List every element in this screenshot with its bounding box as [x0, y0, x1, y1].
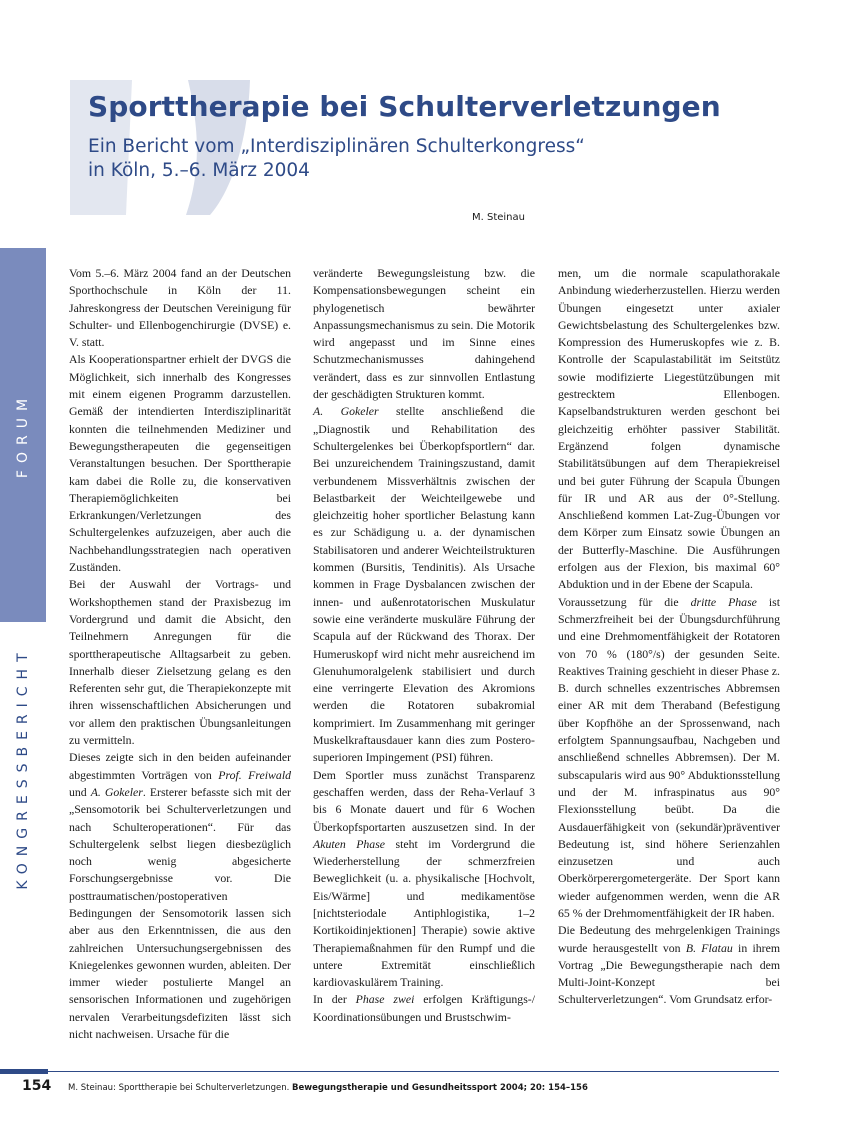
italic-text: A. Gokeler — [90, 784, 143, 799]
paragraph — [313, 265, 535, 403]
subtitle-line-1: Ein Bericht vom „Interdisziplinären Schulterkongress“ — [88, 136, 585, 157]
paragraph-text: Als Kooperationspartner erhielt der DVGS die Möglichkeit, sich innerhalb des Kongresses mit einem eigenen Programm darzustellen. Gemäß der intendierten Interdisziplinarität konnten die teilnehmenden Mediziner und Bewegungstherapeuten die gegenseitigen Veranstaltungen besuchen. Der Sporttherapie kam dabei die Rolle zu, die konservativen Therapiemöglichkeiten bei Erkrankungen/Verletzungen des Schultergelenkes aufzuzeigen, aber auch die Nachbehandlungsstrategien nach operativen Zuständen. — [69, 352, 291, 575]
paragraph-text: ist Schmerzfreiheit bei der Übungsdurchführung und eine Drehmomentfähigkeit der Rotatoren von 70 % (180°/s) der gesunden Seite. Reaktives Training geschieht in dieser Phase z. B. durch schnelles exzentrisches Abbremsen einer AR mit dem Theraband (Befestigung über Kopfhöhe an der Sprossenwand, nach erfolgtem Spannungsaufbau, Nachgeben und anschließend schnelles Abbremsen). Der M. subscapularis wird aus 90° Abduktionsstellung und der M. infraspinatus aus 90° Flexionsstellung beübt. Da die Ausdauerfähigkeit von (sekundär)präventiver Bedeutung ist, sind höhere Serienzahlen einzusetzen und auch Oberkörperergometergeräte. Der Sport kann wieder aufgenommen werden, wenn die AR 65 % der Drehmomentfähigkeit der IR haben. — [558, 594, 780, 920]
paragraph — [69, 265, 291, 351]
italic-text: B. Flatau — [685, 940, 733, 955]
paragraph-text: In der — [313, 992, 356, 1007]
text-column-3 — [558, 265, 780, 1009]
article-subtitle — [88, 135, 585, 183]
paragraph-text: steht im Vordergrund die Wiederherstellung der schmerzfreien Beweglichkeit (u. a. physikalische [Hochvolt, Eis/Wärme] und medikamentöse [nichtsteriodale Antiphlogistika, 1–2 Kortikoidinjektionen] Therapie) sowie aktive Therapiemaßnahmen für den Rumpf und die untere Extremität einschließlich kardiovaskulärem Training. — [313, 836, 535, 990]
subtitle-line-2: in Köln, 5.–6. März 2004 — [88, 160, 310, 181]
paragraph-text: . Ersterer befasste sich mit der „Sensomotorik bei Schulterverletzungen und nach Schulteroperationen“. Für das Schultergelenk selbst liegen diesbezüglich noch wenig abgesicherte Forschungsergebnisse vor. Die posttraumatischen/postoperativen Bedingungen der Sensomotorik lassen sich aber aus den Erkenntnissen, die aus den zahlreichen Untersuchungsergebnissen des Kniegelenkes gewonnen wurden, ableiten. Der immer wieder postulierte Mangel an sensorischen Informationen und zugehörigen nervalen Verarbeitungsdefiziten lässt sich nicht nachweisen. Ursache für die — [69, 784, 291, 1042]
section-tab-kongressbericht — [0, 628, 46, 908]
paragraph-text: men, um die normale scapulathorakale Anbindung wiederherzustellen. Hierzu werden Übungen eingesetzt unter axialer Gewichtsbelastung des Schultergelenkes bzw. Kompression des Humeruskopfes wie z. B. Kontrolle der Scapulastabilität im Seitstütz sowie modifizierte Liegestützübungen mit gestrecktem Ellenbogen. Kapselbandstrukturen werden geschont bei gleichzeitig erhöhter passiver Stabilität. Ergänzend folgen dynamische Stabilitätsübungen auf dem Therapiekreisel und bei guter Führung der Scapula Übungen für IR und AR aus der 0°-Stellung. Anschließend kommen Lat-Zug-Übungen vor dem Körper zum Einsatz sowie Übungen an der Butterfly-Maschine. Die Ausführungen erfolgen aus der Flexion, bis maximal 60° Abduktion und in der Ebene der Scapula. — [558, 266, 780, 592]
paragraph — [69, 749, 291, 1043]
paragraph — [69, 576, 291, 749]
italic-text: Akuten Phase — [313, 836, 386, 851]
page-number: 154 — [22, 1078, 52, 1094]
paragraph — [69, 351, 291, 576]
footer-accent-bar — [0, 1069, 48, 1074]
text-column-1 — [69, 265, 291, 1043]
paragraph-text: Dem Sportler muss zunächst Transparenz geschaffen werden, dass der Reha-Verlauf 3 bis 6 Monate dauert und für 6 Wochen Überkopfsportarten auszusetzen sind. In der — [313, 767, 535, 834]
paragraph — [313, 403, 535, 766]
section-label-forum: FORUM — [15, 391, 31, 479]
paragraph-text: Bei der Auswahl der Vortrags- und Workshopthemen stand der Praxisbezug im Vordergrund und damit die Absicht, den Teilnehmern Anregungen für die sporttherapeutische Alltagsarbeit zu geben. Innerhalb dieser Zielsetzung gelang es den Referenten sehr gut, die Therapiekonzepte mit ihren wissenschaftlichen Absicherungen und vor allem den praktischen Übungsanleitungen zu vermitteln. — [69, 577, 291, 748]
paragraph-text: Voraussetzung für die — [558, 594, 691, 609]
italic-text: Prof. Freiwald — [218, 767, 291, 782]
author-name: M. Steinau — [472, 212, 525, 223]
paragraph — [558, 922, 780, 1008]
paragraph-text: Vom 5.–6. März 2004 fand an der Deutschen Sporthochschule in Köln der 11. Jahreskongress der Deutschen Vereinigung für Schulter- und Ellenbogenchirurgie (DVSE) e. V. statt. — [69, 266, 291, 350]
italic-text: dritte Phase — [690, 594, 757, 609]
footer-rule — [48, 1071, 779, 1072]
citation-journal: Bewegungstherapie und Gesundheitssport 2004; 20: 154–156 — [292, 1083, 588, 1093]
paragraph — [558, 594, 780, 923]
paragraph-text: Dieses zeigte sich in den beiden aufeinander abgestimmten Vorträgen von — [69, 750, 291, 782]
paragraph — [313, 767, 535, 992]
section-tab-forum — [0, 248, 46, 622]
italic-text: Phase zwei — [355, 992, 415, 1007]
citation-line — [68, 1083, 588, 1093]
text-column-2 — [313, 265, 535, 1026]
paragraph-text: veränderte Bewegungsleistung bzw. die Kompensationsbewegungen scheint ein phylogenetisch bewährter Anpassungsmechanismus zu sein. Die Motorik wird angepasst und im Sinne eines Schutzmechanismusses dahingehend verändert, dass es zur sinnvollen Entlastung der geschädigten Strukturen kommt. — [313, 266, 535, 402]
italic-text: A. Gokeler — [313, 404, 379, 419]
paragraph — [313, 991, 535, 1026]
paragraph-text: in ihrem Vortrag „Die Bewegungstherapie nach dem Multi-Joint-Konzept bei Schulterverletzungen“. Vom Grundsatz erfor- — [558, 940, 781, 1007]
article-title: Sporttherapie bei Schulterverletzungen — [88, 90, 721, 123]
section-label-kongressbericht: KONGRESSBERICHT — [15, 646, 31, 890]
paragraph-text: erfolgen Kräftigungs-/ Koordinationsübungen und Brustschwim- — [313, 992, 535, 1024]
paragraph — [558, 265, 780, 594]
paragraph-text: Die Bedeutung des mehrgelenkigen Trainings wurde herausgestellt von — [558, 923, 780, 955]
paragraph-text: und — [69, 784, 91, 799]
paragraph-text: stellte anschließend die „Diagnostik und Rehabilitation des Schultergelenkes bei Überkopfsportlern“ dar. Bei unzureichendem Trainingszustand, damit verbundenem Missverhältnis zwischen der Belastbarkeit der Weichteilgewebe und gleichzeitig hoher sportlicher Belastung kann es zur Schädigung u. a. der dynamischen Stabilisatoren und anderer Weichteilstrukturen kommen (Bursitis, Tendinitis). Als Ursache kommen in Frage Dysbalancen zwischen der innen- und außenrotatorischen Muskulatur sowie eine veränderte muskuläre Führung der Scapula auf der Rückwand des Thorax. Der Humeruskopf wird nicht mehr ausreichend im Glenuhumoralgelenk stabilisiert und durch eine verringerte Elevation des Akromions werden die Rotatoren subakromial komprimiert. Im Zusammenhang mit geringer Muskelkraftausdauer kann dies zum Postero-superioren Impingement (PSI) führen. — [313, 404, 535, 765]
citation-author-title: M. Steinau: Sporttherapie bei Schulterverletzungen. — [68, 1083, 293, 1093]
